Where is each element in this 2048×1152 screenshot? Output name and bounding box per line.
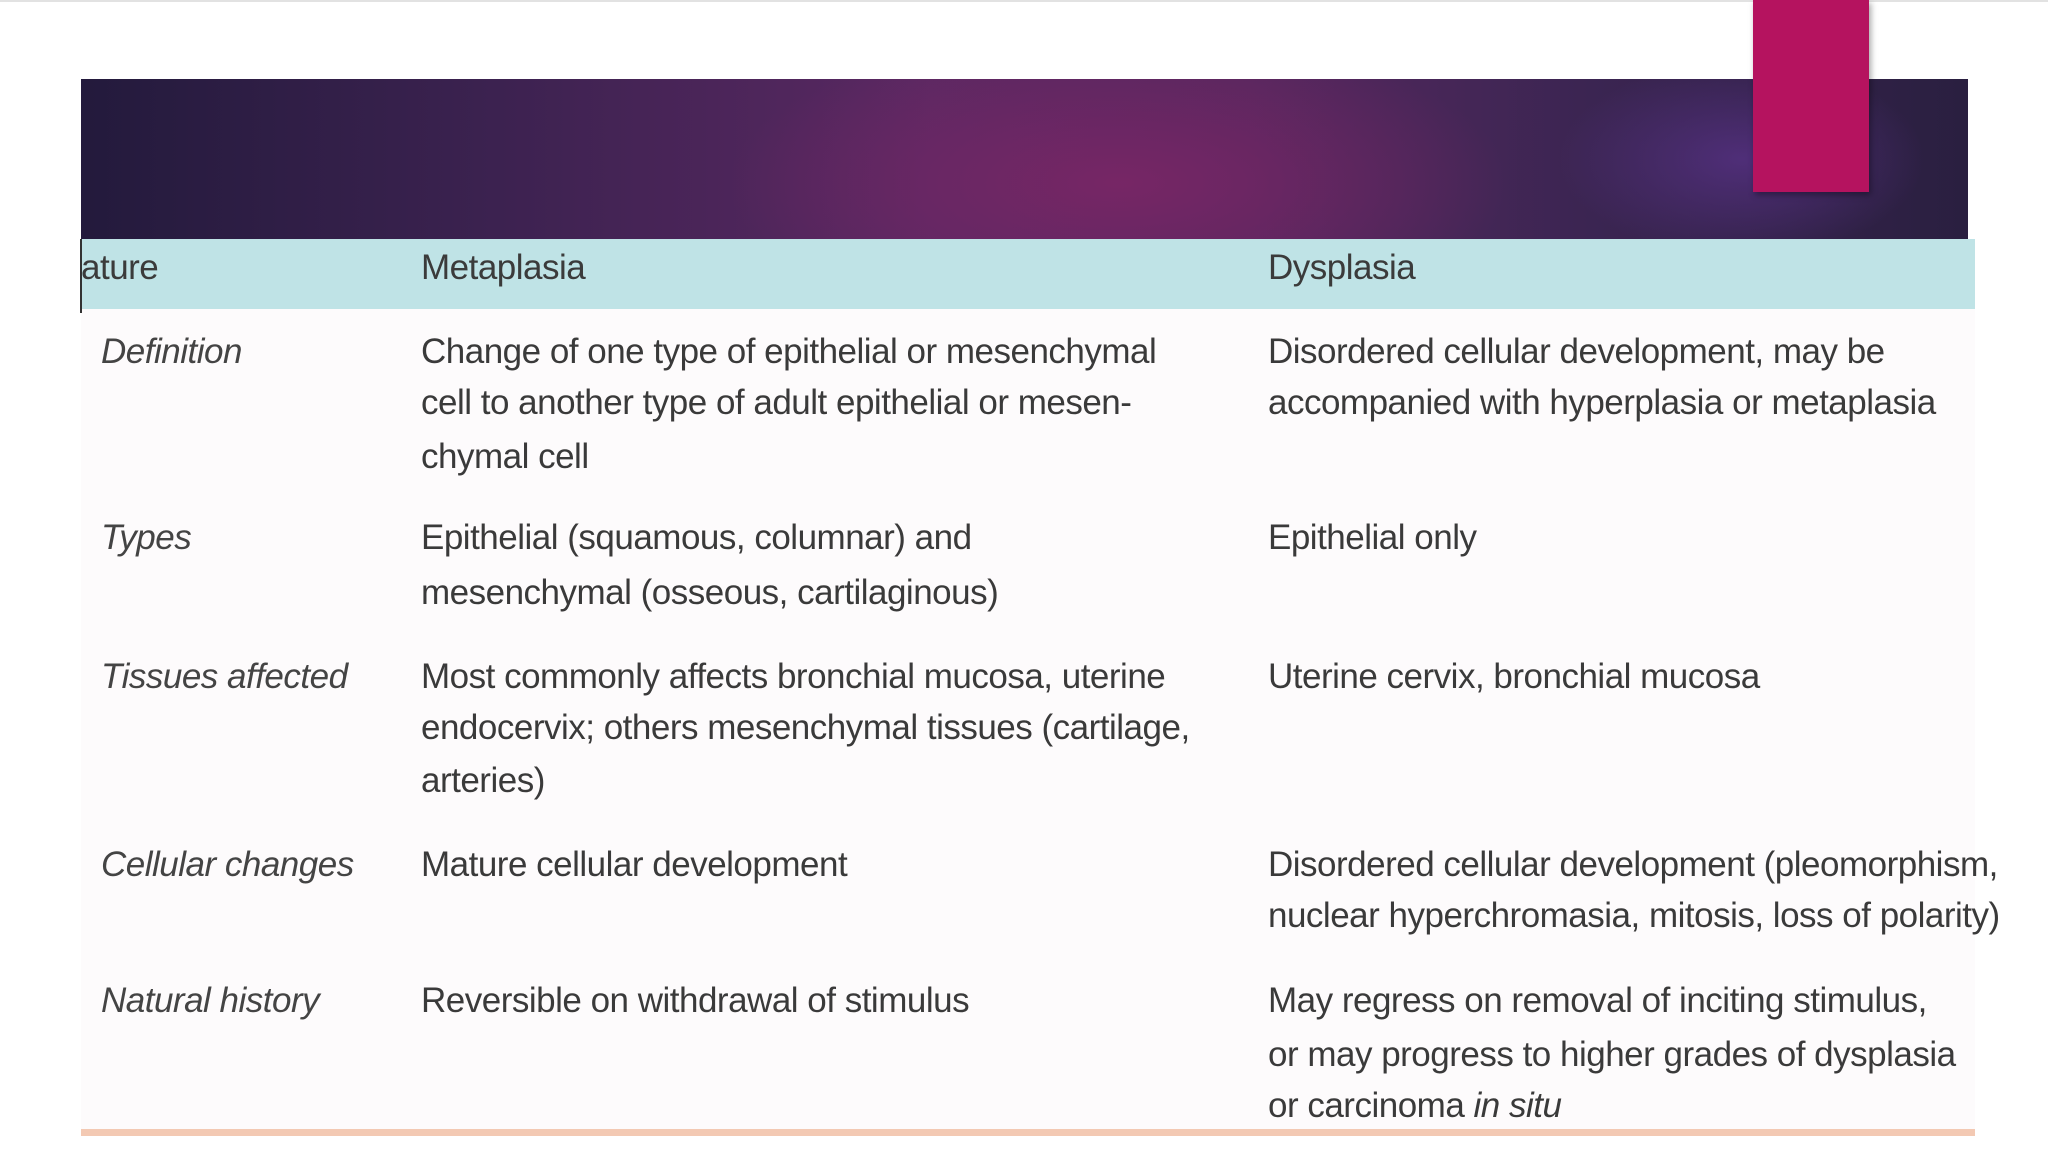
bottom-divider — [81, 1129, 1975, 1136]
row-types-feature: Types — [101, 518, 192, 557]
cell-line: or may progress to higher grades of dysplasia — [1268, 1035, 1956, 1074]
cell-line: chymal cell — [421, 437, 589, 476]
row-types-metaplasia — [421, 512, 998, 619]
row-cellular-metaplasia — [421, 839, 847, 891]
cell-line: Epithelial (squamous, columnar) and — [421, 518, 972, 557]
cell-line: Reversible on withdrawal of stimulus — [421, 981, 970, 1020]
cell-line-last — [1268, 1080, 1956, 1132]
row-definition-dysplasia — [1268, 326, 1936, 429]
header-metaplasia: Metaplasia — [421, 248, 586, 287]
cell-line: accompanied with hyperplasia or metaplasia — [1268, 383, 1936, 422]
row-tissues-metaplasia — [421, 651, 1190, 807]
accent-tab — [1753, 0, 1869, 192]
cell-line: cell to another type of adult epithelial or mesen- — [421, 383, 1132, 422]
cell-line: mesenchymal (osseous, cartilaginous) — [421, 573, 999, 612]
row-tissues-dysplasia — [1268, 651, 1760, 703]
row-cellular-dysplasia — [1268, 839, 2000, 942]
cell-line: nuclear hyperchromasia, mitosis, loss of polarity) — [1268, 896, 2000, 935]
row-definition-metaplasia — [421, 326, 1156, 483]
row-history-metaplasia — [421, 975, 969, 1027]
cell-line: Uterine cervix, bronchial mucosa — [1268, 657, 1760, 696]
cell-line: Disordered cellular development (pleomorphism, — [1268, 845, 1998, 884]
table-header-row — [81, 239, 1975, 309]
top-divider — [0, 0, 2048, 2]
cell-text: or carcinoma — [1268, 1086, 1474, 1125]
header-feature: ature — [81, 248, 159, 287]
row-definition-feature: Definition — [101, 332, 242, 371]
cell-line: endocervix; others mesenchymal tissues (cartilage, — [421, 708, 1190, 747]
cell-line: Mature cellular development — [421, 845, 848, 884]
row-types-dysplasia — [1268, 512, 1476, 564]
cell-line: May regress on removal of inciting stimulus, — [1268, 981, 1927, 1020]
cell-line: Change of one type of epithelial or mesenchymal — [421, 332, 1157, 371]
row-history-dysplasia — [1268, 975, 1956, 1132]
cell-line: Disordered cellular development, may be — [1268, 332, 1885, 371]
title-banner — [81, 79, 1968, 239]
row-history-feature: Natural history — [101, 981, 320, 1020]
cell-line: Epithelial only — [1268, 518, 1477, 557]
cell-line: arteries) — [421, 761, 545, 800]
in-situ-text: in situ — [1473, 1086, 1562, 1125]
cell-line: Most commonly affects bronchial mucosa, uterine — [421, 657, 1166, 696]
row-tissues-feature: Tissues affected — [101, 657, 348, 696]
header-dysplasia: Dysplasia — [1268, 248, 1416, 287]
row-cellular-feature: Cellular changes — [101, 845, 354, 884]
